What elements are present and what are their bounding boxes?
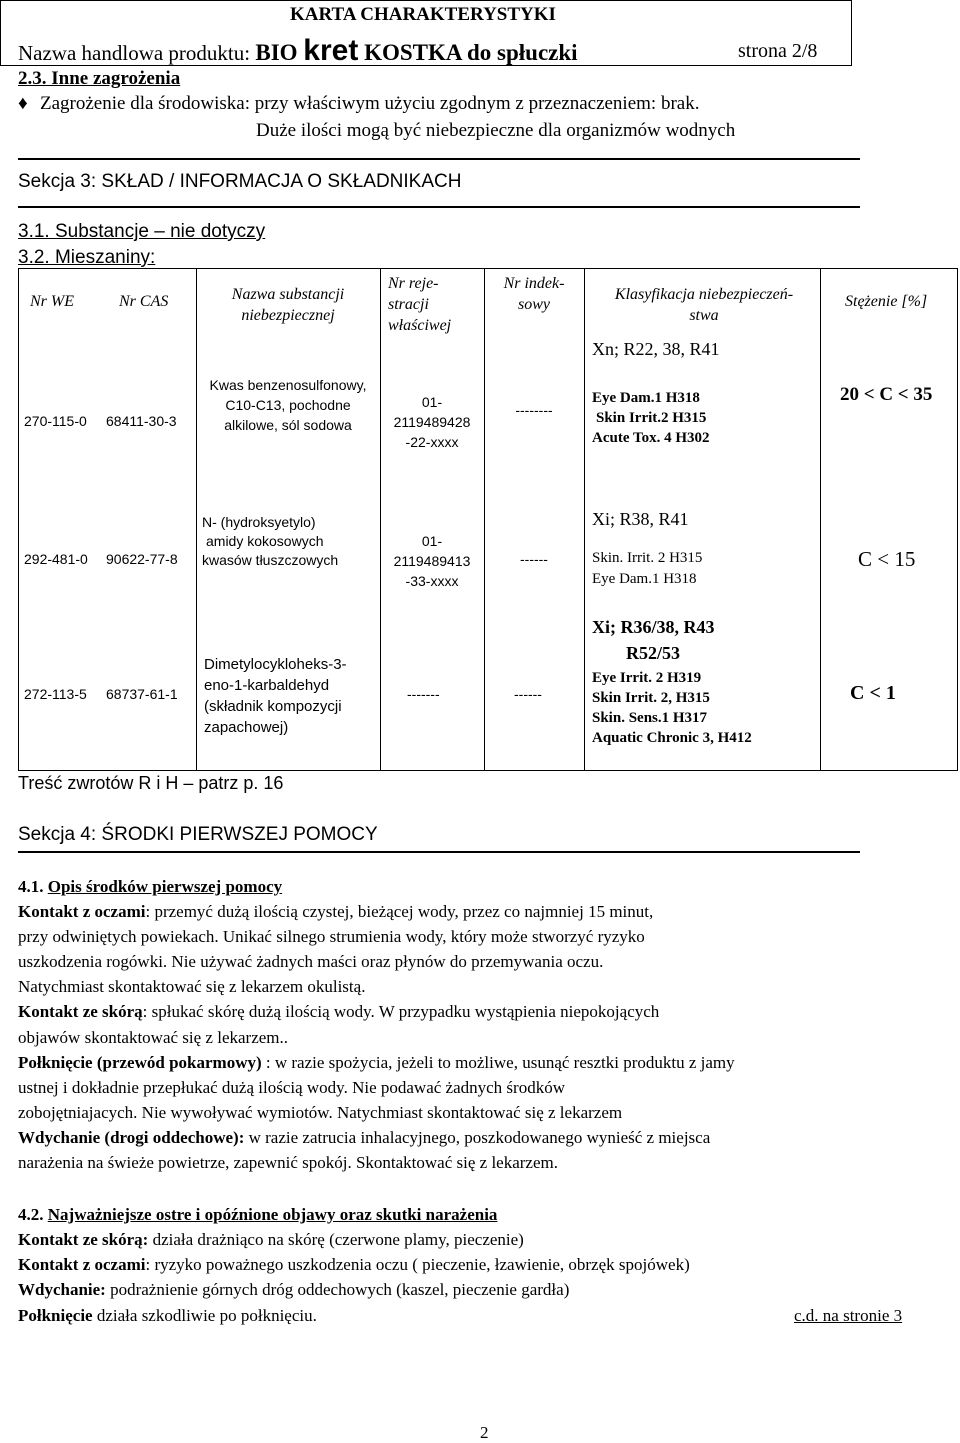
eyes-label: Kontakt z oczami: [18, 902, 146, 921]
section-4-2-title: Najważniejsze ostre i opóźnione objawy oraz skutki narażenia: [47, 1205, 498, 1224]
inhal-text: w razie zatrucia inhalacyjnego, poszkodowanego wynieść z miejsca: [244, 1128, 711, 1147]
row1-hazard-line: Eye Dam.1 H318: [592, 390, 700, 406]
row1-hazard-line: Skin Irrit.2 H315: [596, 410, 707, 426]
product-prefix: Nazwa handlowa produktu:: [18, 41, 256, 65]
symptom-swallow-text: działa szkodliwie po połknięciu.: [92, 1306, 317, 1325]
bullet-icon: ♦: [18, 93, 28, 114]
col-header-reg-2: stracji: [388, 296, 429, 313]
inhal-line-1: [18, 1125, 710, 1150]
row3-name-line: (składnik kompozycji: [204, 698, 342, 715]
row1-we: 270-115-0: [24, 413, 87, 429]
swallow-line-3: zobojętniajacych. Nie wywoływać wymiotów. Natychmiast skontaktować się z lekarzem: [18, 1103, 623, 1122]
product-name-line: [18, 34, 578, 68]
row3-we: 272-113-5: [24, 686, 87, 702]
row2-classification-r: Xi; R38, R41: [592, 509, 689, 529]
inhal-line-2: narażenia na świeże powietrze, zapewnić spokój. Skontaktować się z lekarzem.: [18, 1153, 558, 1172]
row3-concentration: C < 1: [850, 682, 896, 704]
col-header-cls-2: stwa: [689, 307, 719, 324]
col-header-concentration: Stężenie [%]: [845, 293, 928, 310]
col-header-we: Nr WE: [30, 293, 74, 310]
row3-name-line: zapachowej): [204, 719, 289, 736]
row1-name-line: C10-C13, pochodne: [225, 397, 351, 413]
product-kret: kret: [303, 34, 359, 67]
row2-reg-line: 2119489413: [393, 553, 471, 569]
rh-note: Treść zwrotów R i H – patrz p. 16: [18, 773, 284, 793]
table-border: [18, 268, 958, 269]
row2-name-line: amidy kokosowych: [206, 533, 324, 549]
eyes-line-4: Natychmiast skontaktować się z lekarzem okulistą.: [18, 977, 366, 996]
row3-registration: -------: [407, 686, 440, 702]
col-header-reg: [388, 273, 451, 336]
table-border: [484, 268, 485, 770]
symptom-skin-text: działa drażniąco na skórę (czerwone plamy, pieczenie): [148, 1230, 524, 1249]
col-header-name-2: niebezpiecznej: [241, 307, 335, 324]
row3-hazard-line: Skin Irrit. 2, H315: [592, 690, 710, 706]
swallow-text: : w razie spożycia, jeżeli to możliwe, usunąć resztki produktu z jamy: [261, 1053, 735, 1072]
section-2-3-heading: 2.3. Inne zagrożenia: [18, 68, 181, 89]
skin-line-1: [18, 999, 659, 1024]
row1-reg-line: -22-xxxx: [405, 434, 459, 450]
section-4-heading: Sekcja 4: ŚRODKI PIERWSZEJ POMOCY: [18, 824, 378, 845]
row2-name-line: N- (hydroksyetylo): [202, 514, 316, 530]
section-4-2-number: 4.2.: [18, 1205, 48, 1224]
row2-index: ------: [520, 551, 548, 567]
col-header-reg-3: właściwej: [388, 317, 452, 334]
table-border: [957, 268, 958, 770]
symptom-inhal-label: Wdychanie:: [18, 1280, 106, 1299]
row1-cas: 68411-30-3: [106, 413, 177, 429]
col-header-idx-2: sowy: [518, 296, 550, 313]
row3-hazard-statements: [592, 668, 752, 748]
col-header-cls-1: Klasyfikacja niebezpieczeń-: [614, 286, 794, 303]
row1-hazard-statements: [592, 388, 710, 448]
row3-name: [204, 654, 347, 738]
row2-reg-line: 01-: [421, 533, 443, 549]
hazard-line-2: Duże ilości mogą być niebezpieczne dla organizmów wodnych: [256, 120, 736, 141]
row2-name: [202, 513, 338, 570]
table-border: [18, 268, 19, 770]
row1-hazard-line: Acute Tox. 4 H302: [592, 430, 710, 446]
row3-hazard-line: Skin. Sens.1 H317: [592, 710, 708, 726]
section-4-2-heading: [18, 1202, 497, 1227]
row2-hazard-line: Eye Dam.1 H318: [592, 571, 697, 587]
row3-name-line: Dimetylocykloheks-3-: [204, 656, 347, 673]
table-border: [380, 268, 381, 770]
swallow-line-2: ustnej i dokładnie przepłukać dużą ilością wody. Nie podawać żadnych środków: [18, 1078, 565, 1097]
row3-hazard-line: Aquatic Chronic 3, H412: [592, 730, 752, 746]
eyes-line-2: przy odwiniętych powiekach. Unikać silnego strumienia wody, który może stworzyć ryzyko: [18, 927, 645, 946]
symptom-swallow-label: Połknięcie: [18, 1306, 93, 1325]
row1-name-line: Kwas benzenosulfonowy,: [209, 377, 367, 393]
row3-name-line: eno-1-karbaldehyd: [204, 677, 330, 694]
symptom-swallow: [18, 1303, 317, 1328]
eyes-text: : przemyć dużą ilością czystej, bieżącej wody, przez co najmniej 15 minut,: [145, 902, 654, 921]
skin-text: : spłukać skórę dużą ilością wody. W przypadku wystąpienia niepokojących: [142, 1002, 660, 1021]
symptom-eyes-label: Kontakt z oczami: [18, 1255, 146, 1274]
col-header-idx-1: Nr indek-: [503, 275, 565, 292]
product-bio: BIO: [255, 40, 304, 65]
row3-classification-r1: Xi; R36/38, R43: [592, 617, 715, 637]
page-number: 2: [480, 1423, 489, 1442]
section-4-1-heading: [18, 874, 282, 899]
row2-hazard-line: Skin. Irrit. 2 H315: [592, 550, 703, 566]
table-border: [18, 770, 958, 771]
row1-reg-line: 2119489428: [393, 414, 471, 430]
row1-name: [200, 375, 376, 435]
row1-index: --------: [515, 402, 553, 418]
swallow-line-1: [18, 1050, 735, 1075]
row1-reg-line: 01-: [421, 394, 443, 410]
section-4-1-number: 4.1.: [18, 877, 48, 896]
skin-label: Kontakt ze skórą: [18, 1002, 143, 1021]
col-header-name-1: Nazwa substancji: [231, 286, 345, 303]
divider: [18, 158, 860, 160]
col-header-idx: [488, 273, 580, 315]
col-header-name: [200, 284, 376, 326]
row3-classification-r2: R52/53: [626, 643, 680, 663]
row1-concentration: 20 < C < 35: [840, 384, 933, 405]
row2-concentration: C < 15: [858, 547, 916, 571]
symptom-inhal: [18, 1277, 569, 1302]
section-4-1-title: Opis środków pierwszej pomocy: [47, 877, 283, 896]
symptom-skin: [18, 1227, 524, 1252]
eyes-line-3: uszkodzenia rogówki. Nie używać żadnych maści oraz płynów do przemywania oczu.: [18, 952, 604, 971]
divider: [18, 851, 860, 853]
table-border: [584, 268, 585, 770]
skin-line-2: objawów skontaktować się z lekarzem..: [18, 1028, 289, 1047]
row2-name-line: kwasów tłuszczowych: [202, 552, 339, 568]
hazard-line-1: Zagrożenie dla środowiska: przy właściwym użyciu zgodnym z przeznaczeniem: brak.: [40, 93, 700, 114]
product-rest: KOSTKA do spłuczki: [358, 40, 578, 65]
eyes-line-1: [18, 899, 653, 924]
section-3-2: 3.2. Mieszaniny:: [18, 247, 156, 268]
symptom-eyes: [18, 1252, 690, 1277]
symptom-skin-label: Kontakt ze skórą:: [18, 1230, 149, 1249]
page-indicator: strona 2/8: [738, 40, 818, 62]
row3-cas: 68737-61-1: [106, 686, 178, 702]
row1-registration: [384, 392, 480, 452]
divider: [18, 206, 860, 208]
continued-link[interactable]: c.d. na stronie 3: [794, 1306, 903, 1325]
col-header-cas: Nr CAS: [119, 293, 169, 310]
section-3-heading: Sekcja 3: SKŁAD / INFORMACJA O SKŁADNIKACH: [18, 171, 462, 192]
row1-classification-r: Xn; R22, 38, R41: [592, 339, 720, 359]
row2-we: 292-481-0: [24, 551, 88, 567]
symptom-inhal-text: podrażnienie górnych dróg oddechowych (kaszel, pieczenie gardła): [105, 1280, 570, 1299]
row2-cas: 90622-77-8: [106, 551, 178, 567]
symptom-eyes-text: : ryzyko poważnego uszkodzenia oczu ( pieczenie, łzawienie, obrzęk spojówek): [145, 1255, 690, 1274]
row3-hazard-line: Eye Irrit. 2 H319: [592, 670, 702, 686]
row1-name-line: alkilowe, sól sodowa: [224, 417, 352, 433]
table-border: [196, 268, 197, 770]
col-header-reg-1: Nr reje-: [388, 275, 439, 292]
document-title: KARTA CHARAKTERYSTYKI: [290, 4, 556, 25]
inhal-label: Wdychanie (drogi oddechowe):: [18, 1128, 245, 1147]
row2-registration: [384, 531, 480, 591]
table-border: [820, 268, 821, 770]
row3-index: ------: [514, 686, 542, 702]
row2-hazard-statements: [592, 548, 702, 590]
section-3-1: 3.1. Substancje – nie dotyczy: [18, 221, 266, 242]
swallow-label: Połknięcie (przewód pokarmowy): [18, 1053, 262, 1072]
col-header-classification: [592, 284, 816, 326]
row2-reg-line: -33-xxxx: [405, 573, 459, 589]
